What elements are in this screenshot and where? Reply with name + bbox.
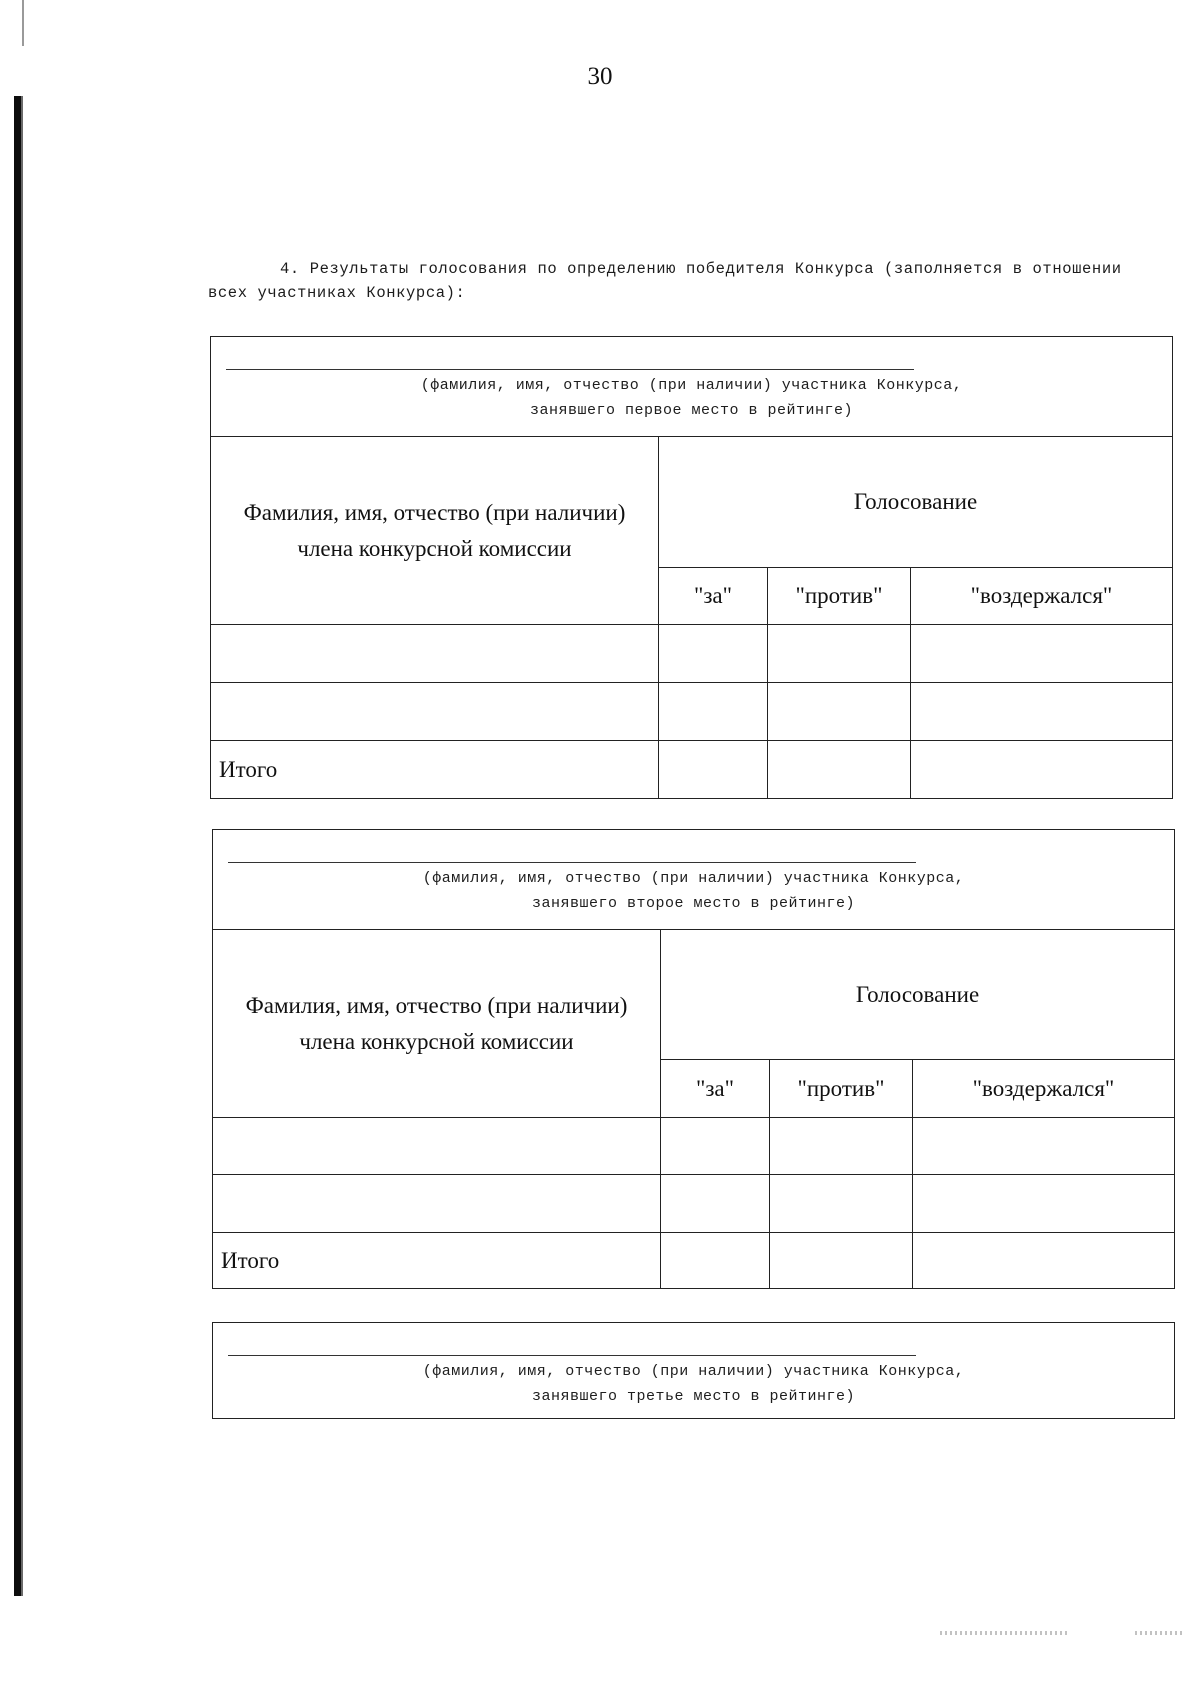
participant-caption-line2: занявшего третье место в рейтинге) [531,1388,856,1405]
total-label: Итого [211,741,659,799]
total-for-cell[interactable] [659,741,768,799]
participant-name-cell [211,337,1173,437]
scan-edge-line [21,96,23,1596]
vote-against-cell[interactable] [768,683,911,741]
vote-abstain-cell[interactable] [911,683,1173,741]
vote-against-cell[interactable] [770,1175,913,1233]
participant-name-line[interactable] [228,862,916,863]
member-name-cell[interactable] [211,625,659,683]
vote-for-cell[interactable] [659,625,768,683]
participant-name-cell [213,1323,1175,1419]
voting-header: Голосование [659,437,1173,568]
vote-against-cell[interactable] [770,1118,913,1175]
participant-name-line[interactable] [228,1355,916,1356]
vote-against-cell[interactable] [768,625,911,683]
participant-name-cell [213,830,1175,930]
participant-caption-line2: занявшего второе место в рейтинге) [531,895,856,912]
scan-noise [940,1631,1070,1635]
total-for-cell[interactable] [661,1233,770,1289]
vote-abstain-header: "воздержался" [913,1060,1175,1118]
vote-abstain-cell[interactable] [913,1175,1175,1233]
vote-for-header: "за" [661,1060,770,1118]
total-label: Итого [213,1233,661,1289]
vote-against-header: "против" [770,1060,913,1118]
total-abstain-cell[interactable] [913,1233,1175,1289]
member-name-cell[interactable] [213,1118,661,1175]
participant-caption-line1: (фамилия, имя, отчество (при наличии) участника Конкурса, [420,377,963,394]
total-against-cell[interactable] [770,1233,913,1289]
member-name-cell[interactable] [211,683,659,741]
scan-edge-top [22,0,24,46]
total-abstain-cell[interactable] [911,741,1173,799]
section-intro-text: 4. Результаты голосования по определению победителя Конкурса (заполняется в отношении всех участниках Конкурса): [208,260,1122,302]
participant-caption-line1: (фамилия, имя, отчество (при наличии) участника Конкурса, [422,870,965,887]
vote-abstain-cell[interactable] [911,625,1173,683]
vote-for-cell[interactable] [661,1118,770,1175]
page-number: 30 [587,63,613,90]
member-name-header: Фамилия, имя, отчество (при наличии) члена конкурсной комиссии [211,437,659,625]
vote-against-header: "против" [768,568,911,625]
vote-for-cell[interactable] [661,1175,770,1233]
member-name-header: Фамилия, имя, отчество (при наличии) члена конкурсной комиссии [213,930,661,1118]
vote-abstain-header: "воздержался" [911,568,1173,625]
voting-table-second-place [212,829,1175,1289]
participant-caption-line2: занявшего первое место в рейтинге) [529,402,854,419]
voting-table-third-place [212,1322,1175,1419]
vote-for-cell[interactable] [659,683,768,741]
scan-edge-shadow [14,96,21,1596]
member-name-cell[interactable] [213,1175,661,1233]
scan-noise [1135,1631,1185,1635]
voting-table-first-place [210,336,1173,799]
total-against-cell[interactable] [768,741,911,799]
participant-name-line[interactable] [226,369,914,370]
participant-caption-line1: (фамилия, имя, отчество (при наличии) участника Конкурса, [422,1363,965,1380]
voting-header: Голосование [661,930,1175,1060]
vote-for-header: "за" [659,568,768,625]
vote-abstain-cell[interactable] [913,1118,1175,1175]
